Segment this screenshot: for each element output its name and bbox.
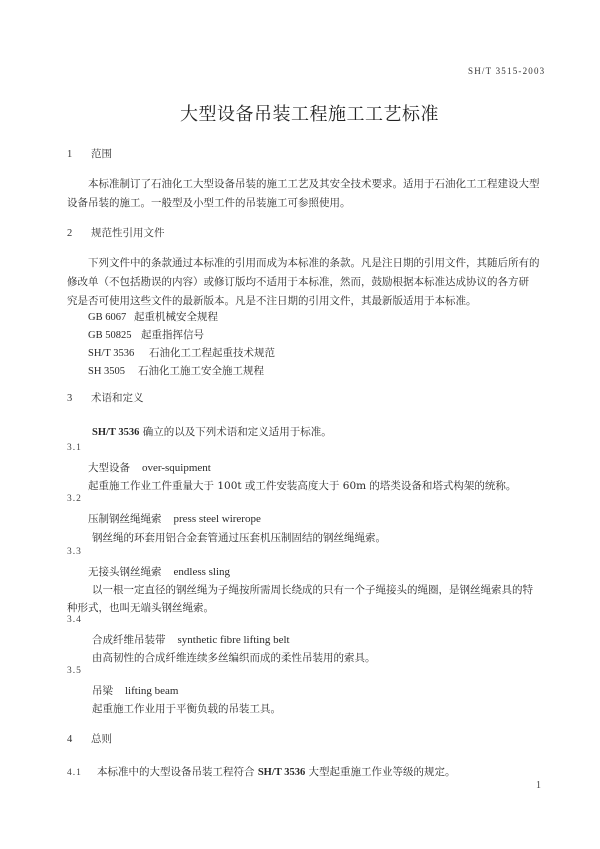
section-title: 规范性引用文件 bbox=[91, 227, 165, 239]
reference-code: SH/T 3536 bbox=[88, 348, 135, 359]
term-definition: 钢丝绳的环套用铝合金套管通过压套机压制固结的钢丝绳绳索。 bbox=[92, 532, 386, 544]
section-number: 3 bbox=[67, 393, 73, 404]
term-heading bbox=[92, 683, 178, 698]
term-number: 3.2 bbox=[67, 494, 82, 504]
term-en: synthetic fibre lifting belt bbox=[177, 634, 290, 646]
term-cn: 大型设备 bbox=[88, 462, 130, 474]
term-cn: 合成纤维吊装带 bbox=[92, 634, 166, 646]
section-number: 2 bbox=[67, 228, 73, 239]
paragraph-line: 究是否可使用这些文件的最新版本。凡是不注日期的引用文件，其最新版适用于本标准。 bbox=[67, 295, 477, 307]
reference-title: 起重指挥信号 bbox=[141, 329, 204, 341]
section-number: 1 bbox=[67, 149, 73, 160]
term-number: 3.4 bbox=[67, 615, 82, 625]
term-definition: 起重施工作业工件重量大于 100t 或工件安装高度大于 60m 的塔类设备和塔式构架的统称。 bbox=[88, 480, 517, 492]
clause-number: 4.1 bbox=[67, 768, 82, 778]
term-heading bbox=[92, 632, 290, 647]
paragraph-line: 修改单（不包括勘误的内容）或修订版均不适用于本标准，然而，鼓励根据本标准达成协议的各方研 bbox=[67, 276, 529, 288]
document-title: 大型设备吊装工程施工工艺标准 bbox=[180, 104, 439, 125]
page-number: 1 bbox=[536, 780, 541, 791]
term-en: over-squipment bbox=[142, 462, 211, 474]
term-en: press steel wirerope bbox=[173, 513, 261, 525]
paragraph-line: 本标准制订了石油化工大型设备吊装的施工工艺及其安全技术要求。适用于石油化工工程建设大型 bbox=[88, 178, 540, 190]
section-heading-1 bbox=[67, 146, 112, 161]
intro-code: SH/T 3536 bbox=[92, 427, 140, 438]
reference-item bbox=[88, 345, 275, 360]
reference-code: SH 3505 bbox=[88, 366, 126, 377]
term-definition: 由高韧性的合成纤维连续多丝编织而成的柔性吊装用的索具。 bbox=[92, 652, 376, 664]
section-heading-2 bbox=[67, 225, 165, 240]
clause-text: 本标准中的大型设备吊装工程符合 bbox=[97, 766, 258, 778]
term-cn: 吊梁 bbox=[92, 685, 113, 697]
paragraph-line: 下列文件中的条款通过本标准的引用而成为本标准的条款。凡是注日期的引用文件，其随后所有的 bbox=[88, 257, 540, 269]
reference-code: GB 50825 bbox=[88, 330, 132, 341]
term-number: 3.1 bbox=[67, 443, 82, 453]
intro-text: 确立的以及下列术语和定义适用于标准。 bbox=[139, 426, 332, 438]
reference-title: 石油化工工程起重技术规范 bbox=[149, 347, 275, 359]
section-title: 范围 bbox=[91, 148, 112, 160]
term-number: 3.5 bbox=[67, 666, 82, 676]
term-number: 3.3 bbox=[67, 547, 82, 557]
terms-intro bbox=[92, 424, 332, 439]
section-heading-4 bbox=[67, 731, 112, 746]
section-number: 4 bbox=[67, 734, 73, 745]
clause-4-1 bbox=[67, 764, 456, 779]
reference-item bbox=[88, 363, 264, 378]
term-heading bbox=[88, 564, 230, 579]
section-title: 术语和定义 bbox=[91, 392, 144, 404]
paragraph-line: 设备吊装的施工。一般型及小型工件的吊装施工可参照使用。 bbox=[67, 197, 351, 209]
term-cn: 压制钢丝绳绳索 bbox=[88, 513, 162, 525]
clause-text: 大型起重施工作业等级的规定。 bbox=[305, 766, 456, 778]
reference-item bbox=[88, 327, 204, 342]
term-definition: 种形式，也叫无端头钢丝绳索。 bbox=[67, 602, 214, 614]
term-cn: 无接头钢丝绳索 bbox=[88, 566, 162, 578]
reference-title: 石油化工施工安全施工规程 bbox=[138, 365, 264, 377]
term-en: lifting beam bbox=[125, 685, 179, 697]
section-title: 总则 bbox=[91, 733, 112, 745]
clause-code: SH/T 3536 bbox=[257, 767, 306, 778]
term-definition: 起重施工作业用于平衡负载的吊装工具。 bbox=[92, 703, 281, 715]
term-en: endless sling bbox=[173, 566, 231, 578]
standard-number: SH/T 3515-2003 bbox=[468, 66, 546, 76]
reference-item bbox=[88, 309, 218, 324]
reference-code: GB 6067 bbox=[88, 312, 127, 323]
reference-title: 起重机械安全规程 bbox=[134, 311, 218, 323]
term-heading bbox=[88, 460, 211, 475]
section-heading-3 bbox=[67, 390, 144, 405]
term-definition: 以一根一定直径的钢丝绳为子绳按所需周长绕成的只有一个子绳接头的绳圈，是钢丝绳索具的特 bbox=[92, 584, 533, 596]
term-heading bbox=[88, 511, 261, 526]
